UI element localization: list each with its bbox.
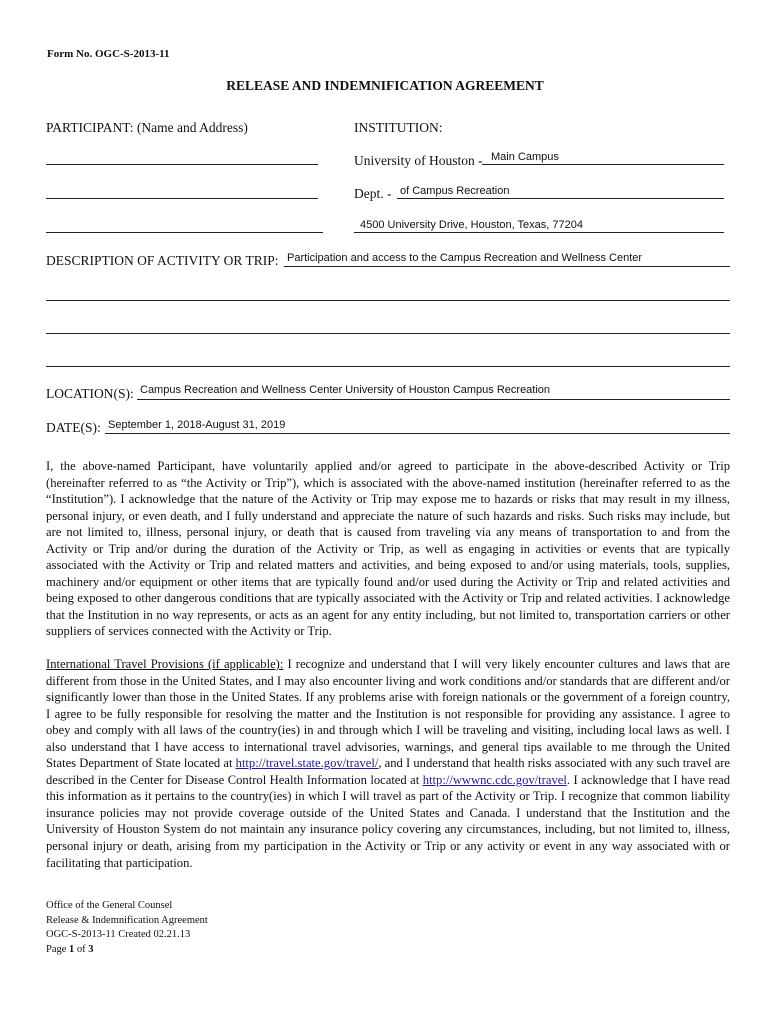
activity-label: DESCRIPTION OF ACTIVITY OR TRIP:	[46, 253, 279, 268]
location-field[interactable]	[137, 399, 730, 400]
university-label: University of Houston -	[354, 153, 483, 168]
activity-value: Participation and access to the Campus Recreation and Wellness Center	[287, 252, 643, 264]
activity-field-line-4[interactable]	[46, 366, 730, 367]
release-paragraph: I, the above-named Participant, have voluntarily applied and/or agreed to participate in the above-described Activity or Trip (hereinafter referred to as “the Activity or Trip”), which is associated with the above-named institution (hereinafter referred to as the “Institution”). I acknowledge that the nature of the Activity or Trip may expose me to hazards or risks that may result in my illness, personal injury, or even death, and I fully understand and appreciate the nature of such hazards and risks. Such risks may include, but are not limited to, illness, personal injury, or death that is caused from traveling via any means of transportation to and from the Activity or Trip and/or during the duration of the Activity or Trip, as well as engaging in activities or events that are typically associated with the Activity or Trip and related matters and activities, and being exposed to and/or using materials, tools, supplies, machinery and/or equipment or other items that are typically found and/or used during the Activity or Trip and related activities and being exposed to other dangerous conditions that are typically associated with the Activity or Trip and related activities. I acknowledge that the Institution in no way represents, or acts as an agent for any entity including, but not limited to, transportation carriers or other suppliers of services connected with the Activity or Trip.	[46, 459, 730, 639]
travel-state-gov-link[interactable]: http://travel.state.gov/travel/	[235, 756, 379, 771]
footer-agreement-name: Release & Indemnification Agreement	[46, 914, 208, 926]
intl-text-1: I recognize and understand that I will very likely encounter cultures and laws that are different from those in the United States, and I may also encounter living and work conditions and/or standards that are different and/or significantly lower than those in the United States. If any problems arise with foreign nationals or the government of a foreign country, I agree to be fully responsible for resolving the matter and the Institution is not responsible for providing any assistance. I agree to obey and comply with all laws of the country(ies) in and through which I will be traveling and visiting, including local laws as well. I also understand that I have access to international travel advisories, warnings, and general tips available to me through the United States Department of State located at	[46, 657, 731, 771]
location-value: Campus Recreation and Wellness Center University of Houston Campus Recreation	[140, 384, 551, 396]
activity-field-line-2[interactable]	[46, 300, 730, 301]
dates-value: September 1, 2018-August 31, 2019	[108, 419, 286, 431]
document-footer	[46, 899, 208, 957]
page-number: 1	[69, 943, 75, 955]
footer-form-id: OGC-S-2013-11 Created 02.21.13	[46, 929, 191, 940]
dept-field[interactable]	[397, 198, 724, 199]
participant-name-field[interactable]	[46, 164, 318, 165]
intl-text-2: , and I understand that health risks associated with any such travel are described in the Center for Disease Control Health Information located at	[46, 756, 730, 787]
page-of: of	[74, 943, 89, 955]
location-label: LOCATION(S):	[46, 386, 134, 401]
institution-address-value: 4500 University Drive, Houston, Texas, 77204	[360, 219, 583, 231]
dept-value: of Campus Recreation	[400, 185, 510, 197]
participant-address-field-1[interactable]	[46, 198, 318, 199]
page-indicator	[46, 943, 208, 958]
institution-label: INSTITUTION:	[354, 120, 443, 135]
activity-field[interactable]	[284, 266, 730, 267]
page-total: 3	[88, 943, 94, 955]
dates-field[interactable]	[105, 433, 730, 434]
international-travel-heading: International Travel Provisions (if applicable):	[46, 657, 284, 671]
cdc-travel-link[interactable]: http://wwwnc.cdc.gov/travel	[422, 772, 567, 787]
dates-label: DATE(S):	[46, 420, 101, 435]
institution-address-field[interactable]	[354, 232, 724, 233]
university-field[interactable]	[482, 164, 724, 165]
activity-field-line-3[interactable]	[46, 333, 730, 334]
participant-address-field-2[interactable]	[46, 232, 323, 233]
participant-label: PARTICIPANT: (Name and Address)	[46, 120, 248, 135]
university-value: Main Campus	[491, 151, 559, 163]
footer-office: Office of the General Counsel	[46, 900, 173, 911]
international-travel-paragraph	[46, 656, 730, 871]
page-prefix: Page	[46, 943, 70, 955]
document-title: RELEASE AND INDEMNIFICATION AGREEMENT	[226, 78, 544, 93]
intl-text-3: . I acknowledge that I have read this information as it pertains to the country(ies) in which I will travel as part of the Activity or Trip. I recognize that common liability insurance policies may not provide coverage outside of the United States and Canada. I understand that the Institution and the University of Houston System do not maintain any insurance policy covering any circumstances, including, but not limited to, illness, personal injury or death, arising from my participation in the Activity or Trip or any activity or event in any way associated with or facilitating that participation.	[46, 772, 730, 870]
dept-label: Dept. -	[354, 186, 392, 201]
form-number: Form No. OGC-S-2013-11	[47, 48, 170, 60]
